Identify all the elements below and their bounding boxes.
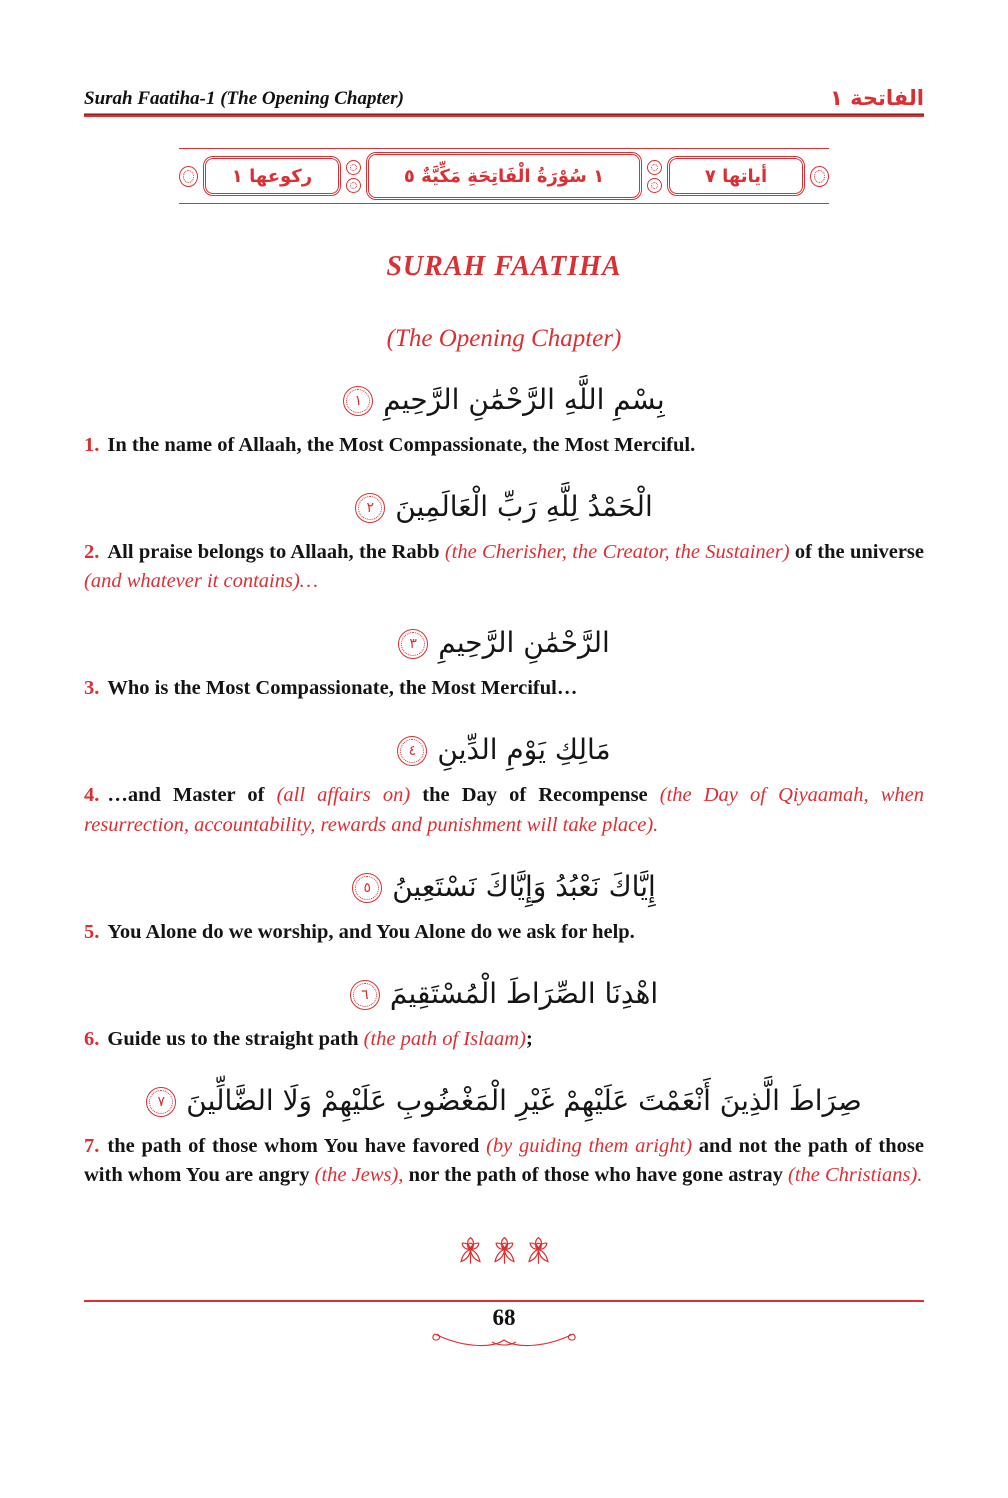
ayah-end-marker-icon bbox=[146, 1087, 176, 1117]
rosette-icon bbox=[179, 166, 198, 187]
ayah-arabic bbox=[84, 626, 924, 659]
verse-block bbox=[84, 870, 924, 947]
translation-segment: (the Jews), bbox=[314, 1163, 404, 1186]
verse-translation bbox=[84, 1025, 924, 1054]
translation-segment: (all affairs on) bbox=[276, 784, 411, 807]
ayah-text: اهْدِنَا الصِّرَاطَ الْمُسْتَقِيمَ bbox=[389, 976, 659, 1010]
ayah-arabic bbox=[84, 1084, 924, 1117]
flourish-icon bbox=[429, 1329, 579, 1351]
ayah-number-arabic: ٤ bbox=[408, 743, 417, 760]
rosette-icon bbox=[810, 166, 829, 187]
verse-translation bbox=[84, 781, 924, 839]
verse-number: 7. bbox=[84, 1134, 100, 1157]
translation-segment: Who is the Most Compassionate, the Most Merciful… bbox=[107, 677, 578, 700]
rosette-icon bbox=[647, 160, 662, 175]
ayah-number-arabic: ٦ bbox=[361, 986, 369, 1003]
verse-block bbox=[84, 626, 924, 703]
verse-number: 1. bbox=[84, 434, 100, 456]
ayah-number-arabic: ١ bbox=[354, 393, 363, 409]
translation-segment: (the Day of Qiyaamah, when resurrection, accountability, rewards and punishment will take place). bbox=[84, 784, 924, 836]
verse-block bbox=[84, 490, 924, 596]
translation-segment: the path of those whom You have favored bbox=[107, 1134, 487, 1157]
verse-translation bbox=[84, 538, 924, 596]
rosette-icon bbox=[647, 178, 662, 193]
rosette-icon bbox=[346, 178, 361, 193]
verse-number: 5. bbox=[84, 920, 100, 943]
translation-segment: Guide us to the straight path bbox=[107, 1027, 364, 1050]
ayah-text: بِسْمِ اللَّهِ الرَّحْمَٰنِ الرَّحِيمِ bbox=[383, 383, 665, 416]
end-of-surah-ornament bbox=[84, 1236, 924, 1266]
ayah-text: الْحَمْدُ لِلَّهِ رَبِّ الْعَالَمِينَ bbox=[395, 490, 653, 524]
verse-block bbox=[84, 1084, 924, 1190]
translation-segment: and not the path of those with whom You are angry bbox=[84, 1134, 924, 1186]
banner-rukus-box bbox=[203, 156, 341, 196]
ayah-number-arabic: ٥ bbox=[363, 879, 371, 896]
verse-translation bbox=[84, 431, 924, 460]
banner-surah-name: ١ سُوْرَةُ الْفَاتِحَةِ مَكِّيَّةٌ ٥ bbox=[403, 165, 605, 187]
verse-block bbox=[84, 733, 924, 839]
translation-segment: (the Cherisher, the Creator, the Sustainer) bbox=[444, 541, 790, 564]
ayah-number-arabic: ٢ bbox=[366, 500, 375, 517]
translation-segment: the Day of Recompense bbox=[410, 784, 660, 807]
header-rule bbox=[84, 115, 924, 117]
translation-segment: (the Christians). bbox=[788, 1163, 923, 1186]
translation-segment: ; bbox=[525, 1027, 533, 1050]
ayah-end-marker-icon bbox=[398, 629, 428, 659]
translation-segment: of the universe bbox=[789, 541, 924, 564]
ayah-text: صِرَاطَ الَّذِينَ أَنْعَمْتَ عَلَيْهِمْ غَيْرِ الْمَغْضُوبِ عَلَيْهِمْ وَلَا الضَّالِّينَ bbox=[186, 1083, 862, 1117]
ayah-end-marker-icon bbox=[350, 980, 380, 1010]
ayah-text: مَالِكِ يَوْمِ الدِّينِ bbox=[437, 733, 611, 767]
flower-icon bbox=[457, 1236, 484, 1266]
page-header bbox=[84, 86, 924, 110]
translation-segment: All praise belongs to Allaah, the Rabb bbox=[107, 541, 445, 564]
flower-icon bbox=[491, 1236, 518, 1266]
translation-segment: (the path of Islaam) bbox=[363, 1027, 526, 1050]
surah-title: SURAH FAATIHA bbox=[386, 251, 622, 282]
banner-rukus-label: ركوعها ١ bbox=[231, 165, 313, 187]
translation-segment: In the name of Allaah, the Most Compassionate, the Most Merciful. bbox=[107, 434, 696, 456]
ayah-end-marker-icon bbox=[343, 386, 373, 416]
verse-number: 6. bbox=[84, 1027, 100, 1050]
verse-number: 4. bbox=[84, 784, 100, 807]
banner-verses-label: أياتها ٧ bbox=[704, 165, 768, 187]
ayah-number-arabic: ٧ bbox=[157, 1093, 166, 1110]
banner-surah-name-box bbox=[366, 152, 642, 200]
running-title: Surah Faatiha-1 (The Opening Chapter) bbox=[84, 88, 404, 109]
translation-segment: (by guiding them aright) bbox=[486, 1134, 693, 1157]
ayah-end-marker-icon bbox=[397, 736, 427, 766]
rosette-icon bbox=[346, 160, 361, 175]
ayah-number-arabic: ٣ bbox=[409, 636, 417, 653]
verse-block bbox=[84, 977, 924, 1054]
verse-number: 2. bbox=[84, 541, 100, 564]
ayah-text: الرَّحْمَٰنِ الرَّحِيمِ bbox=[438, 626, 610, 660]
flower-icon bbox=[525, 1236, 552, 1266]
ayah-end-marker-icon bbox=[352, 873, 382, 903]
verses bbox=[84, 383, 924, 1190]
ayah-text: إِيَّاكَ نَعْبُدُ وَإِيَّاكَ نَسْتَعِينُ bbox=[392, 869, 656, 903]
footer-rule bbox=[84, 1300, 924, 1302]
translation-segment: You Alone do we worship, and You Alone do we ask for help. bbox=[107, 920, 635, 943]
ayah-arabic bbox=[84, 977, 924, 1010]
verse-block bbox=[84, 383, 924, 460]
ayah-arabic bbox=[84, 733, 924, 766]
ayah-end-marker-icon bbox=[355, 493, 385, 523]
translation-segment: (and whatever it contains)… bbox=[84, 570, 319, 593]
ayah-arabic bbox=[84, 490, 924, 523]
verse-translation bbox=[84, 1132, 924, 1190]
translation-segment: nor the path of those who have gone astray bbox=[403, 1163, 789, 1186]
ayah-arabic bbox=[84, 870, 924, 903]
running-title-arabic: الفاتحة ١ bbox=[830, 86, 924, 110]
translation-segment: …and Master of bbox=[107, 784, 277, 807]
verse-translation bbox=[84, 674, 924, 703]
page-number: 68 bbox=[492, 1305, 516, 1331]
banner-verses-box bbox=[667, 156, 805, 196]
verse-translation bbox=[84, 918, 924, 947]
verse-number: 3. bbox=[84, 677, 100, 700]
ayah-arabic bbox=[84, 383, 924, 416]
surah-subtitle: (The Opening Chapter) bbox=[386, 325, 622, 352]
surah-banner bbox=[179, 147, 829, 205]
